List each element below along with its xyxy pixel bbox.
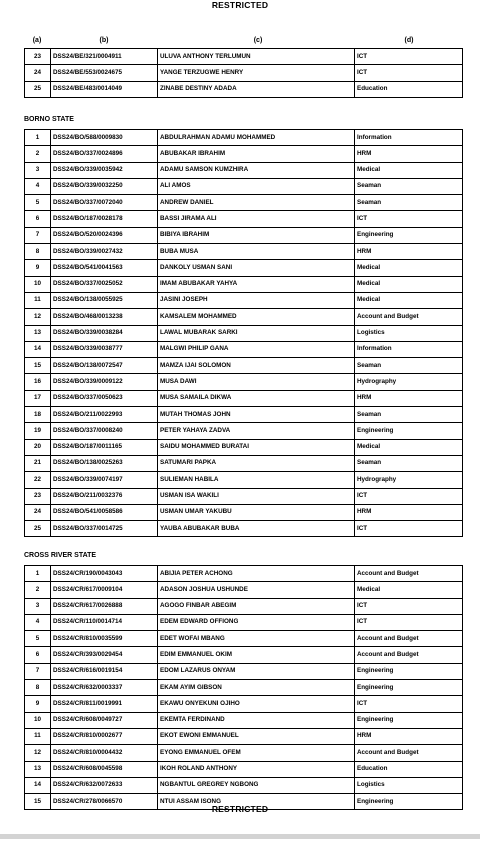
table-row	[25, 292, 463, 308]
serial-number-cell: 6	[25, 647, 51, 663]
specialty-cell: Logistics	[355, 777, 463, 793]
table-row	[25, 81, 463, 97]
registration-number-cell: DSS24/BE/321/0004911	[51, 49, 158, 65]
candidate-name-cell: ADASON JOSHUA USHUNDE	[158, 582, 355, 598]
candidate-name-cell: IKOH ROLAND ANTHONY	[158, 761, 355, 777]
serial-number-cell: 4	[25, 614, 51, 630]
candidate-name-cell: LAWAL MUBARAK SARKI	[158, 325, 355, 341]
candidate-name-cell: BIBIYA IBRAHIM	[158, 227, 355, 243]
registration-number-cell: DSS24/BO/339/0032250	[51, 178, 158, 194]
specialty-cell: Engineering	[355, 794, 463, 810]
column-header-a: (a)	[32, 37, 42, 44]
registration-number-cell: DSS24/BO/337/0008240	[51, 423, 158, 439]
table-row	[25, 146, 463, 162]
column-header-b: (b)	[99, 37, 109, 44]
serial-number-cell: 7	[25, 663, 51, 679]
specialty-cell: Engineering	[355, 680, 463, 696]
specialty-cell: ICT	[355, 696, 463, 712]
candidate-name-cell: MAMZA IJAI SOLOMON	[158, 358, 355, 374]
table-row	[25, 309, 463, 325]
registration-number-cell: DSS24/BO/211/0022993	[51, 407, 158, 423]
table-row	[25, 358, 463, 374]
table-row	[25, 390, 463, 406]
serial-number-cell: 6	[25, 211, 51, 227]
specialty-cell: Education	[355, 81, 463, 97]
specialty-cell: Engineering	[355, 423, 463, 439]
registration-number-cell: DSS24/BE/483/0014049	[51, 81, 158, 97]
specialty-cell: Engineering	[355, 712, 463, 728]
candidate-name-cell: YAUBA ABUBAKAR BUBA	[158, 521, 355, 537]
candidate-name-cell: SAIDU MOHAMMED BURATAI	[158, 439, 355, 455]
serial-number-cell: 2	[25, 146, 51, 162]
serial-number-cell: 9	[25, 260, 51, 276]
registration-number-cell: DSS24/CR/617/0009104	[51, 582, 158, 598]
specialty-cell: ICT	[355, 488, 463, 504]
table-row	[25, 455, 463, 471]
registration-number-cell: DSS24/BO/138/0055925	[51, 292, 158, 308]
registration-number-cell: DSS24/BO/337/0050623	[51, 390, 158, 406]
section-title-borno: BORNO STATE	[24, 116, 74, 123]
table-row	[25, 521, 463, 537]
table-row	[25, 276, 463, 292]
candidate-name-cell: USMAN ISA WAKILI	[158, 488, 355, 504]
candidate-name-cell: EDIM EMMANUEL OKIM	[158, 647, 355, 663]
candidate-name-cell: EDET WOFAI MBANG	[158, 631, 355, 647]
serial-number-cell: 18	[25, 407, 51, 423]
section-title-cross-river: CROSS RIVER STATE	[24, 552, 97, 559]
candidate-name-cell: ADAMU SAMSON KUMZHIRA	[158, 162, 355, 178]
table-row	[25, 439, 463, 455]
specialty-cell: Medical	[355, 162, 463, 178]
serial-number-cell: 7	[25, 227, 51, 243]
specialty-cell: ICT	[355, 521, 463, 537]
candidate-name-cell: ALI AMOS	[158, 178, 355, 194]
serial-number-cell: 19	[25, 423, 51, 439]
serial-number-cell: 14	[25, 341, 51, 357]
registration-number-cell: DSS24/CR/608/0045598	[51, 761, 158, 777]
specialty-cell: Medical	[355, 276, 463, 292]
table-row	[25, 195, 463, 211]
registration-number-cell: DSS24/CR/616/0019154	[51, 663, 158, 679]
candidate-name-cell: EDEM EDWARD OFFIONG	[158, 614, 355, 630]
registration-number-cell: DSS24/BO/138/0072547	[51, 358, 158, 374]
specialty-cell: HRM	[355, 504, 463, 520]
specialty-cell: HRM	[355, 390, 463, 406]
cross-river-state-table	[24, 565, 463, 810]
registration-number-cell: DSS24/BO/187/0011165	[51, 439, 158, 455]
serial-number-cell: 11	[25, 728, 51, 744]
candidate-name-cell: IMAM ABUBAKAR YAHYA	[158, 276, 355, 292]
candidate-name-cell: EYONG EMMANUEL OFEM	[158, 745, 355, 761]
specialty-cell: Information	[355, 130, 463, 146]
candidate-name-cell: ANDREW DANIEL	[158, 195, 355, 211]
table-row	[25, 614, 463, 630]
serial-number-cell: 13	[25, 761, 51, 777]
registration-number-cell: DSS24/BO/588/0009830	[51, 130, 158, 146]
serial-number-cell: 16	[25, 374, 51, 390]
serial-number-cell: 22	[25, 472, 51, 488]
serial-number-cell: 8	[25, 680, 51, 696]
table-row	[25, 65, 463, 81]
serial-number-cell: 14	[25, 777, 51, 793]
registration-number-cell: DSS24/BO/339/0027432	[51, 244, 158, 260]
classification-marking-top: RESTRICTED	[211, 0, 269, 10]
table-row	[25, 712, 463, 728]
table-row	[25, 728, 463, 744]
table-row	[25, 631, 463, 647]
specialty-cell: Hydrography	[355, 472, 463, 488]
serial-number-cell: 23	[25, 488, 51, 504]
registration-number-cell: DSS24/CR/811/0019991	[51, 696, 158, 712]
registration-number-cell: DSS24/CR/617/0026888	[51, 598, 158, 614]
registration-number-cell: DSS24/BO/339/0009122	[51, 374, 158, 390]
specialty-cell: ICT	[355, 211, 463, 227]
candidate-name-cell: MUSA SAMAILA DIKWA	[158, 390, 355, 406]
page-bottom-bar	[0, 834, 480, 839]
table-row	[25, 566, 463, 582]
candidate-name-cell: ABUBAKAR IBRAHIM	[158, 146, 355, 162]
serial-number-cell: 25	[25, 521, 51, 537]
table-row	[25, 696, 463, 712]
registration-number-cell: DSS24/BO/541/0058586	[51, 504, 158, 520]
registration-number-cell: DSS24/BO/138/0025263	[51, 455, 158, 471]
registration-number-cell: DSS24/CR/810/0002677	[51, 728, 158, 744]
table-row	[25, 582, 463, 598]
candidate-name-cell: MUSA DAWI	[158, 374, 355, 390]
registration-number-cell: DSS24/CR/810/0004432	[51, 745, 158, 761]
candidate-name-cell: AGOGO FINBAR ABEGIM	[158, 598, 355, 614]
registration-number-cell: DSS24/CR/632/0072633	[51, 777, 158, 793]
registration-number-cell: DSS24/BO/339/0035942	[51, 162, 158, 178]
specialty-cell: Account and Budget	[355, 745, 463, 761]
serial-number-cell: 17	[25, 390, 51, 406]
table-row	[25, 325, 463, 341]
table-row	[25, 663, 463, 679]
registration-number-cell: DSS24/CR/110/0014714	[51, 614, 158, 630]
candidate-name-cell: EKOT EWONI EMMANUEL	[158, 728, 355, 744]
registration-number-cell: DSS24/BO/339/0074197	[51, 472, 158, 488]
specialty-cell: ICT	[355, 598, 463, 614]
serial-number-cell: 5	[25, 195, 51, 211]
specialty-cell: Education	[355, 761, 463, 777]
registration-number-cell: DSS24/BO/337/0014725	[51, 521, 158, 537]
registration-number-cell: DSS24/BO/541/0041563	[51, 260, 158, 276]
serial-number-cell: 24	[25, 504, 51, 520]
borno-state-table	[24, 129, 463, 537]
candidate-name-cell: KAMSALEM MOHAMMED	[158, 309, 355, 325]
specialty-cell: Account and Budget	[355, 631, 463, 647]
specialty-cell: ICT	[355, 65, 463, 81]
table-row	[25, 777, 463, 793]
candidate-name-cell: YANGE TERZUGWE HENRY	[158, 65, 355, 81]
serial-number-cell: 9	[25, 696, 51, 712]
registration-number-cell: DSS24/BO/339/0038777	[51, 341, 158, 357]
registration-number-cell: DSS24/CR/190/0043043	[51, 566, 158, 582]
table-row	[25, 472, 463, 488]
serial-number-cell: 23	[25, 49, 51, 65]
candidate-name-cell: PETER YAHAYA ZADVA	[158, 423, 355, 439]
table-row	[25, 647, 463, 663]
serial-number-cell: 5	[25, 631, 51, 647]
table-row	[25, 162, 463, 178]
candidate-name-cell: SATUMARI PAPKA	[158, 455, 355, 471]
serial-number-cell: 3	[25, 162, 51, 178]
table-row	[25, 374, 463, 390]
candidate-name-cell: BUBA MUSA	[158, 244, 355, 260]
candidate-name-cell: MUTAH THOMAS JOHN	[158, 407, 355, 423]
candidate-name-cell: NGBANTUL GREGREY NGBONG	[158, 777, 355, 793]
benue-continuation-table	[24, 48, 463, 98]
table-row	[25, 504, 463, 520]
table-row	[25, 488, 463, 504]
specialty-cell: Seaman	[355, 358, 463, 374]
serial-number-cell: 1	[25, 130, 51, 146]
specialty-cell: Medical	[355, 439, 463, 455]
candidate-name-cell: DANKOLY USMAN SANI	[158, 260, 355, 276]
specialty-cell: ICT	[355, 614, 463, 630]
table-row	[25, 745, 463, 761]
table-row	[25, 407, 463, 423]
specialty-cell: Seaman	[355, 178, 463, 194]
specialty-cell: Engineering	[355, 227, 463, 243]
serial-number-cell: 1	[25, 566, 51, 582]
serial-number-cell: 12	[25, 309, 51, 325]
table-row	[25, 178, 463, 194]
candidate-name-cell: NTUI ASSAM ISONG	[158, 794, 355, 810]
table-row	[25, 260, 463, 276]
registration-number-cell: DSS24/CR/608/0049727	[51, 712, 158, 728]
candidate-name-cell: EKAM AYIM GIBSON	[158, 680, 355, 696]
candidate-name-cell: BASSI JIRAMA ALI	[158, 211, 355, 227]
serial-number-cell: 15	[25, 358, 51, 374]
column-header-c: (c)	[253, 37, 263, 44]
specialty-cell: Seaman	[355, 407, 463, 423]
candidate-name-cell: ABDULRAHMAN ADAMU MOHAMMED	[158, 130, 355, 146]
registration-number-cell: DSS24/BE/553/0024675	[51, 65, 158, 81]
registration-number-cell: DSS24/BO/520/0024396	[51, 227, 158, 243]
candidate-name-cell: EKAWU ONYEKUNI OJIHO	[158, 696, 355, 712]
registration-number-cell: DSS24/BO/337/0072040	[51, 195, 158, 211]
serial-number-cell: 24	[25, 65, 51, 81]
registration-number-cell: DSS24/BO/337/0024896	[51, 146, 158, 162]
serial-number-cell: 4	[25, 178, 51, 194]
registration-number-cell: DSS24/CR/810/0035599	[51, 631, 158, 647]
specialty-cell: Information	[355, 341, 463, 357]
candidate-name-cell: ULUVA ANTHONY TERLUMUN	[158, 49, 355, 65]
specialty-cell: ICT	[355, 49, 463, 65]
candidate-name-cell: JASINI JOSEPH	[158, 292, 355, 308]
registration-number-cell: DSS24/CR/278/0066570	[51, 794, 158, 810]
table-row	[25, 49, 463, 65]
table-row	[25, 244, 463, 260]
serial-number-cell: 8	[25, 244, 51, 260]
classification-marking-bottom: RESTRICTED	[211, 804, 269, 814]
registration-number-cell: DSS24/CR/393/0029454	[51, 647, 158, 663]
candidate-name-cell: EDOM LAZARUS ONYAM	[158, 663, 355, 679]
serial-number-cell: 3	[25, 598, 51, 614]
registration-number-cell: DSS24/BO/211/0032376	[51, 488, 158, 504]
specialty-cell: HRM	[355, 146, 463, 162]
serial-number-cell: 11	[25, 292, 51, 308]
serial-number-cell: 20	[25, 439, 51, 455]
specialty-cell: Engineering	[355, 663, 463, 679]
serial-number-cell: 15	[25, 794, 51, 810]
candidate-name-cell: SULIEMAN HABILA	[158, 472, 355, 488]
table-row	[25, 598, 463, 614]
candidate-name-cell: ABIJIA PETER ACHONG	[158, 566, 355, 582]
specialty-cell: Account and Budget	[355, 566, 463, 582]
serial-number-cell: 21	[25, 455, 51, 471]
column-header-row	[0, 37, 480, 47]
candidate-name-cell: EKEMTA FERDINAND	[158, 712, 355, 728]
specialty-cell: Medical	[355, 292, 463, 308]
serial-number-cell: 10	[25, 712, 51, 728]
candidate-name-cell: USMAN UMAR YAKUBU	[158, 504, 355, 520]
specialty-cell: Hydrography	[355, 374, 463, 390]
registration-number-cell: DSS24/BO/339/0038284	[51, 325, 158, 341]
serial-number-cell: 13	[25, 325, 51, 341]
candidate-name-cell: ZINABE DESTINY ADADA	[158, 81, 355, 97]
table-row	[25, 211, 463, 227]
table-row	[25, 423, 463, 439]
specialty-cell: Medical	[355, 582, 463, 598]
specialty-cell: Account and Budget	[355, 309, 463, 325]
candidate-name-cell: MALGWI PHILIP GANA	[158, 341, 355, 357]
column-header-d: (d)	[404, 37, 414, 44]
specialty-cell: Seaman	[355, 455, 463, 471]
specialty-cell: Logistics	[355, 325, 463, 341]
table-row	[25, 761, 463, 777]
registration-number-cell: DSS24/CR/632/0003337	[51, 680, 158, 696]
serial-number-cell: 10	[25, 276, 51, 292]
specialty-cell: Seaman	[355, 195, 463, 211]
serial-number-cell: 25	[25, 81, 51, 97]
registration-number-cell: DSS24/BO/468/0013238	[51, 309, 158, 325]
serial-number-cell: 2	[25, 582, 51, 598]
serial-number-cell: 12	[25, 745, 51, 761]
table-row	[25, 341, 463, 357]
specialty-cell: HRM	[355, 244, 463, 260]
registration-number-cell: DSS24/BO/337/0025052	[51, 276, 158, 292]
table-row	[25, 130, 463, 146]
registration-number-cell: DSS24/BO/187/0028178	[51, 211, 158, 227]
specialty-cell: Account and Budget	[355, 647, 463, 663]
specialty-cell: HRM	[355, 728, 463, 744]
table-row	[25, 227, 463, 243]
specialty-cell: Medical	[355, 260, 463, 276]
table-row	[25, 680, 463, 696]
